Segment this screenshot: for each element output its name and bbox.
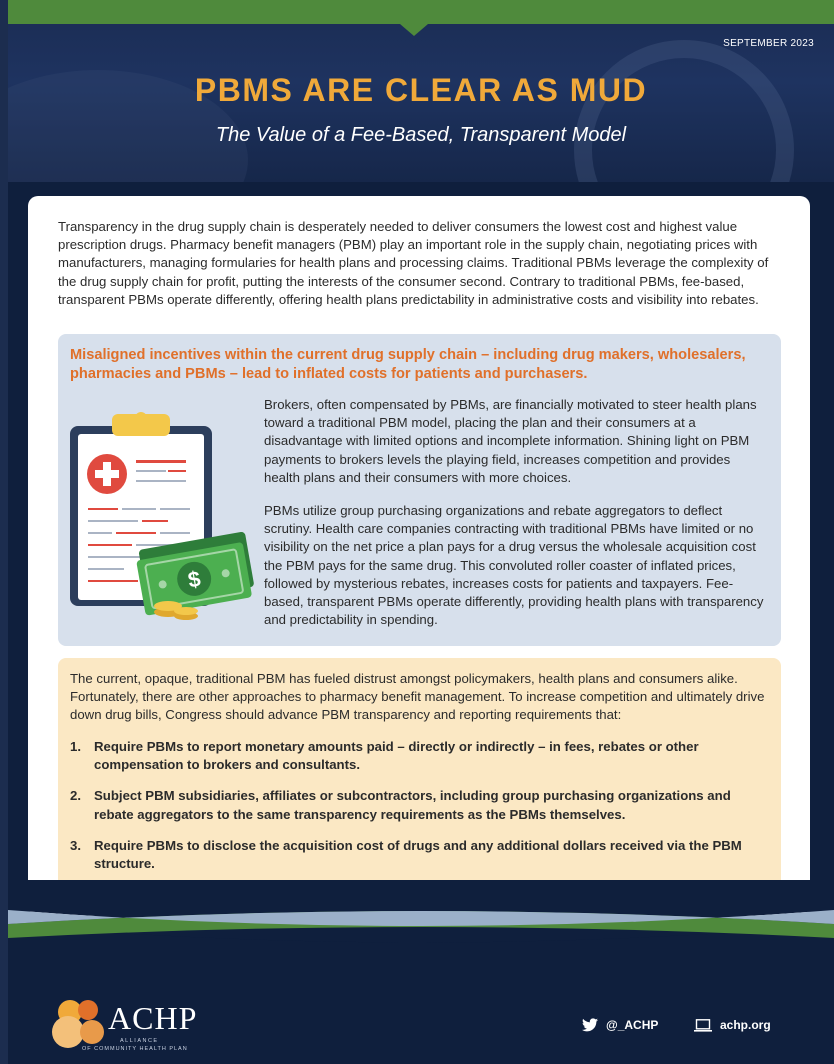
logo-tagline: ALLIANCE bbox=[120, 1038, 159, 1044]
website-link[interactable] bbox=[694, 1018, 771, 1032]
header-green-bar bbox=[8, 0, 834, 24]
footer-wave-decoration bbox=[8, 880, 834, 970]
list-item-number: 1. bbox=[70, 739, 81, 754]
incentives-heading: Misaligned incentives within the current drug supply chain – including drug makers, wholesalers, pharmacies and PBMs – lead to inflated costs for patients and purchasers. bbox=[70, 347, 746, 382]
list-item-text: Require PBMs to report monetary amounts paid – directly or indirectly – in fees, rebates or other compensation to brokers and consultants. bbox=[94, 739, 699, 773]
website-url: achp.org bbox=[720, 1018, 771, 1032]
recommendations-intro: The current, opaque, traditional PBM has fueled distrust amongst policymakers, health plans and consumers alike. Fortunately, there are other approaches to pharmacy benefit management. To increase competition and ultimately drive down drug bills, Congress should advance PBM transparency and reporting requirements that: bbox=[70, 671, 765, 723]
content-card bbox=[28, 196, 810, 916]
laptop-icon bbox=[694, 1019, 712, 1032]
clipboard-money-illustration bbox=[68, 406, 254, 626]
dollar-sign-icon: $ bbox=[186, 565, 203, 593]
twitter-icon bbox=[582, 1018, 598, 1032]
list-item bbox=[70, 837, 770, 873]
twitter-handle: @_ACHP bbox=[606, 1018, 659, 1032]
publication-date: SEPTEMBER 2023 bbox=[723, 38, 814, 49]
list-item-number: 3. bbox=[70, 837, 81, 853]
brokers-paragraph: Brokers, often compensated by PBMs, are financially motivated to steer health plans toward a traditional PBM model, placing the plan and their consumers at a disadvantage with limited options and incomplete information. Shining light on PBM payments to brokers levels the playing field, increases competition and provides health plans and their consumers with more choices. bbox=[264, 397, 757, 485]
stethoscope-decoration bbox=[574, 40, 794, 182]
gpo-paragraph: PBMs utilize group purchasing organizations and rebate aggregators to deflect scrutiny. Health care companies contracting with traditional PBMs have limited or no visibility on the net price a plan pays for a drug versus the wholesale acquisition cost the PBM pays for the same drug. This convoluted roller coaster of inflated prices, followed by mysterious rebates, increases costs for patients and taxpayers. Fee-based, transparent PBMs operate differently, providing health plans with transparency and predictability in spending. bbox=[264, 503, 764, 628]
page-title: PBMS ARE CLEAR AS MUD bbox=[194, 72, 648, 108]
list-item-number: 2. bbox=[70, 788, 81, 804]
recommendations-section bbox=[58, 658, 781, 888]
clipboard-clip-top bbox=[135, 412, 147, 424]
twitter-link[interactable] bbox=[582, 1018, 658, 1032]
list-item bbox=[70, 738, 770, 774]
header-notch bbox=[400, 24, 428, 36]
intro-paragraph: Transparency in the drug supply chain is desperately needed to deliver consumers the lowest cost and highest value prescription drugs. Pharmacy benefit managers (PBM) play an important role in the supply chain, negotiating prices with manufacturers, managing formularies for health plans and processing claims. Traditional PBMs leverage the complexity of the drug supply chain for profit, putting the interests of the consumer second. Contrary to traditional PBMs, fee-based, transparent PBMs operate differently, offering health plans predictability in administrative costs and visibility into rebates. bbox=[58, 219, 769, 307]
footer bbox=[8, 968, 834, 1064]
header-banner bbox=[8, 0, 834, 182]
achp-logo-text: ACHP bbox=[108, 1000, 198, 1036]
logo-tagline: OF COMMUNITY HEALTH PLAN bbox=[82, 1046, 188, 1052]
list-item-text: Subject PBM subsidiaries, affiliates or subcontractors, including group purchasing organizations and rebate aggregators to the same transparency requirements as the PBMs themselves. bbox=[94, 788, 731, 822]
left-frame-strip bbox=[0, 0, 8, 1064]
requirements-list bbox=[70, 738, 770, 886]
incentives-section bbox=[58, 334, 781, 646]
list-item-text: Require PBMs to disclose the acquisition cost of drugs and any additional dollars received via the PBM structure. bbox=[94, 837, 742, 872]
page-subtitle: The Value of a Fee-Based, Transparent Model bbox=[215, 124, 627, 146]
list-item bbox=[70, 787, 770, 823]
achp-logo-icon bbox=[48, 996, 112, 1052]
